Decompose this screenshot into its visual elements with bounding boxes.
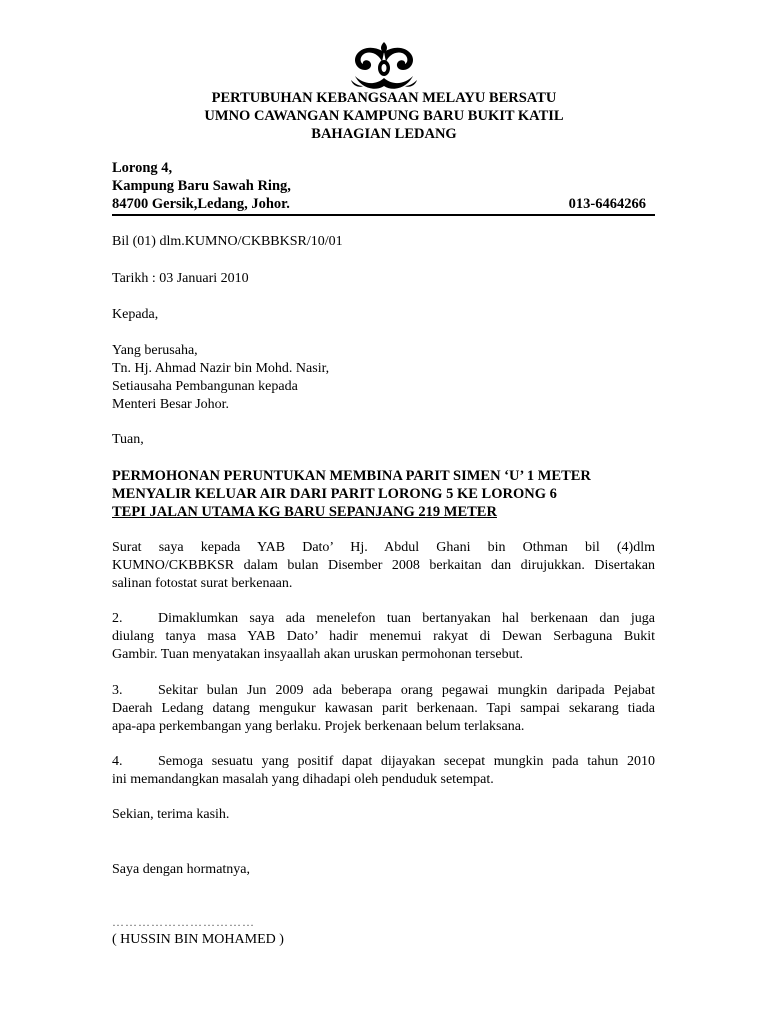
p4-line1-wrap bbox=[112, 753, 655, 771]
paragraph-3 bbox=[112, 682, 655, 736]
sender-address-line3: 84700 Gersik,Ledang, Johor. bbox=[112, 196, 290, 212]
signature-line: …………………………… bbox=[112, 915, 255, 929]
p3-line1: Sekitar bulan Jun 2009 ada beberapa orang pegawai mungkin daripada Pejabat bbox=[158, 683, 655, 698]
letter-date: Tarikh : 03 Januari 2010 bbox=[112, 271, 249, 286]
paragraph-1 bbox=[112, 539, 655, 593]
paragraph-4 bbox=[112, 753, 655, 789]
org-name-line3: BAHAGIAN LEDANG bbox=[311, 126, 457, 142]
recipient-line1: Yang berusaha, bbox=[112, 343, 198, 358]
signoff: Saya dengan hormatnya, bbox=[112, 862, 251, 877]
signatory-name: ( HUSSIN BIN MOHAMED ) bbox=[112, 932, 284, 947]
p2-number: 2. bbox=[112, 611, 123, 626]
p2-line1-wrap bbox=[112, 610, 655, 628]
org-name-line1: PERTUBUHAN KEBANGSAAN MELAYU BERSATU bbox=[211, 90, 557, 106]
p4-line2: ini memandangkan masalah yang dihadapi oleh penduduk setempat. bbox=[112, 772, 494, 787]
org-name-line2: UMNO CAWANGAN KAMPUNG BARU BUKIT KATIL bbox=[204, 108, 564, 124]
p3-number: 3. bbox=[112, 683, 123, 698]
paragraph-2 bbox=[112, 610, 655, 664]
p3-line2: Daerah Ledang datang mengukur kawasan parit berkenaan. Tapi sampai sekarang tiada bbox=[112, 701, 655, 716]
header-divider bbox=[112, 214, 655, 216]
subject-line2: MENYALIR KELUAR AIR DARI PARIT LORONG 5 KE LORONG 6 bbox=[112, 486, 557, 502]
sender-address-line2: Kampung Baru Sawah Ring, bbox=[112, 178, 291, 194]
umno-keris-emblem-icon bbox=[349, 40, 419, 92]
sender-address-line1: Lorong 4, bbox=[112, 160, 173, 176]
recipient-line4: Menteri Besar Johor. bbox=[112, 397, 230, 412]
p4-line1: Semoga sesuatu yang positif dapat dijayakan secepat mungkin pada tahun 2010 bbox=[158, 754, 655, 769]
p2-line2: diulang tanya masa YAB Dato’ hadir menemui rakyat di Dewan Serbaguna Bukit bbox=[112, 629, 655, 644]
subject-line3 bbox=[112, 503, 655, 521]
p2-line1: Dimaklumkan saya ada menelefon tuan bertanyakan hal berkenaan dan juga bbox=[158, 611, 655, 626]
closing: Sekian, terima kasih. bbox=[112, 807, 230, 822]
subject-line1: PERMOHONAN PERUNTUKAN MEMBINA PARIT SIMEN ‘U’ 1 METER bbox=[112, 468, 591, 484]
recipient-line2: Tn. Hj. Ahmad Nazir bin Mohd. Nasir, bbox=[112, 361, 330, 376]
p3-line1-wrap bbox=[112, 682, 655, 700]
p1-line2: KUMNO/CKBBKSR dalam bulan Disember 2008 berkaitan dan dirujukkan. Disertakan bbox=[112, 558, 655, 573]
p4-number: 4. bbox=[112, 754, 123, 769]
p3-line3: apa-apa perkembangan yang berlaku. Projek berkenaan belum terlaksana. bbox=[112, 719, 525, 734]
sender-phone: 013-6464266 bbox=[568, 196, 646, 212]
p2-line3: Gambir. Tuan menyatakan insyaallah akan uruskan permohonan tersebut. bbox=[112, 647, 523, 662]
p1-line3: salinan fotostat surat berkenaan. bbox=[112, 576, 293, 591]
reference-number: Bil (01) dlm.KUMNO/CKBBKSR/10/01 bbox=[112, 234, 343, 249]
subject-line3-text: TEPI JALAN UTAMA KG BARU SEPANJANG 219 METER bbox=[112, 504, 497, 520]
p1-line1: Surat saya kepada YAB Dato’ Hj. Abdul Ghani bin Othman bil (4)dlm bbox=[112, 540, 655, 555]
kepada-label: Kepada, bbox=[112, 307, 159, 322]
salutation: Tuan, bbox=[112, 432, 144, 447]
recipient-line3: Setiausaha Pembangunan kepada bbox=[112, 379, 298, 394]
